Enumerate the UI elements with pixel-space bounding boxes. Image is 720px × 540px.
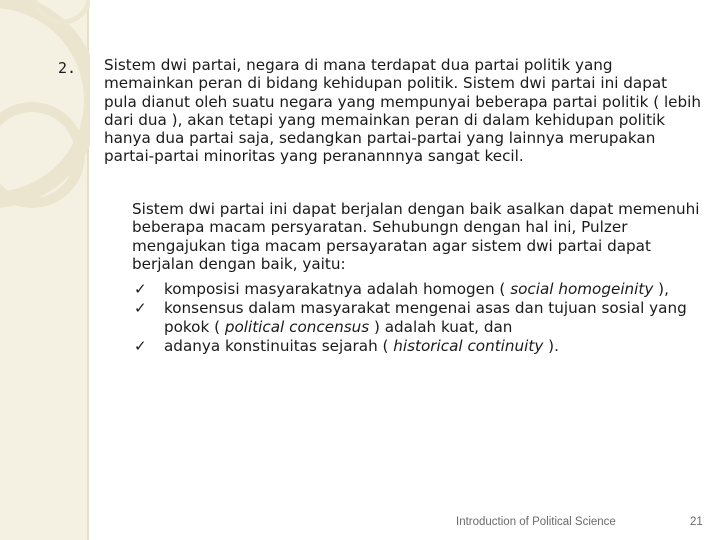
bullet-text: konsensus dalam masyarakat mengenai asas dan tujuan sosial yang pokok ( [164,299,687,336]
list-item [134,337,704,355]
list-item [134,280,704,298]
paragraph-two-party-system: Sistem dwi partai, negara di mana terdapat dua partai politik yang memainkan peran di bidang kehidupan politik. Sistem dwi partai ini dapat pula dianut oleh suatu negara yang mempunyai beberapa partai politik ( lebih dari dua ), akan tetapi yang memainkan peran di dalam kehidupan politik hanya dua partai saja, sedangkan partai-partai yang lainnya merupakan partai-partai minoritas yang peranannnya sangat kecil. [104,56,701,166]
checkmark-icon: ✓ [134,280,147,298]
checkmark-icon: ✓ [134,336,147,355]
page-number: 21 [690,516,703,528]
bullet-text-end: ). [543,336,559,355]
bullet-text-end: ), [653,280,669,298]
bullet-text: komposisi masyarakatnya adalah homogen ( [164,280,511,298]
bullet-italic-term: social homogeinity [510,280,654,298]
paragraph-requirements: Sistem dwi partai ini dapat berjalan dengan baik asalkan dapat memenuhi beberapa macam persyaratan. Sehubungn dengan hal ini, Pulzer mengajukan tiga macam persayaratan agar sistem dwi partai dapat berjalan dengan baik, yaitu: [132,200,700,273]
list-number: 2. [58,59,77,77]
footer-course-title: Introduction of Political Science [456,516,616,528]
bullet-italic-term: historical continuity [393,336,544,355]
decorative-circles [0,0,90,230]
bullet-text-end: ) adalah kuat, dan [369,317,513,336]
list-item [134,299,704,336]
bullet-italic-term: political concensus [224,317,370,336]
bullet-text: adanya konstinuitas sejarah ( [164,336,394,355]
checkmark-icon: ✓ [134,299,147,318]
requirements-list [134,280,704,356]
